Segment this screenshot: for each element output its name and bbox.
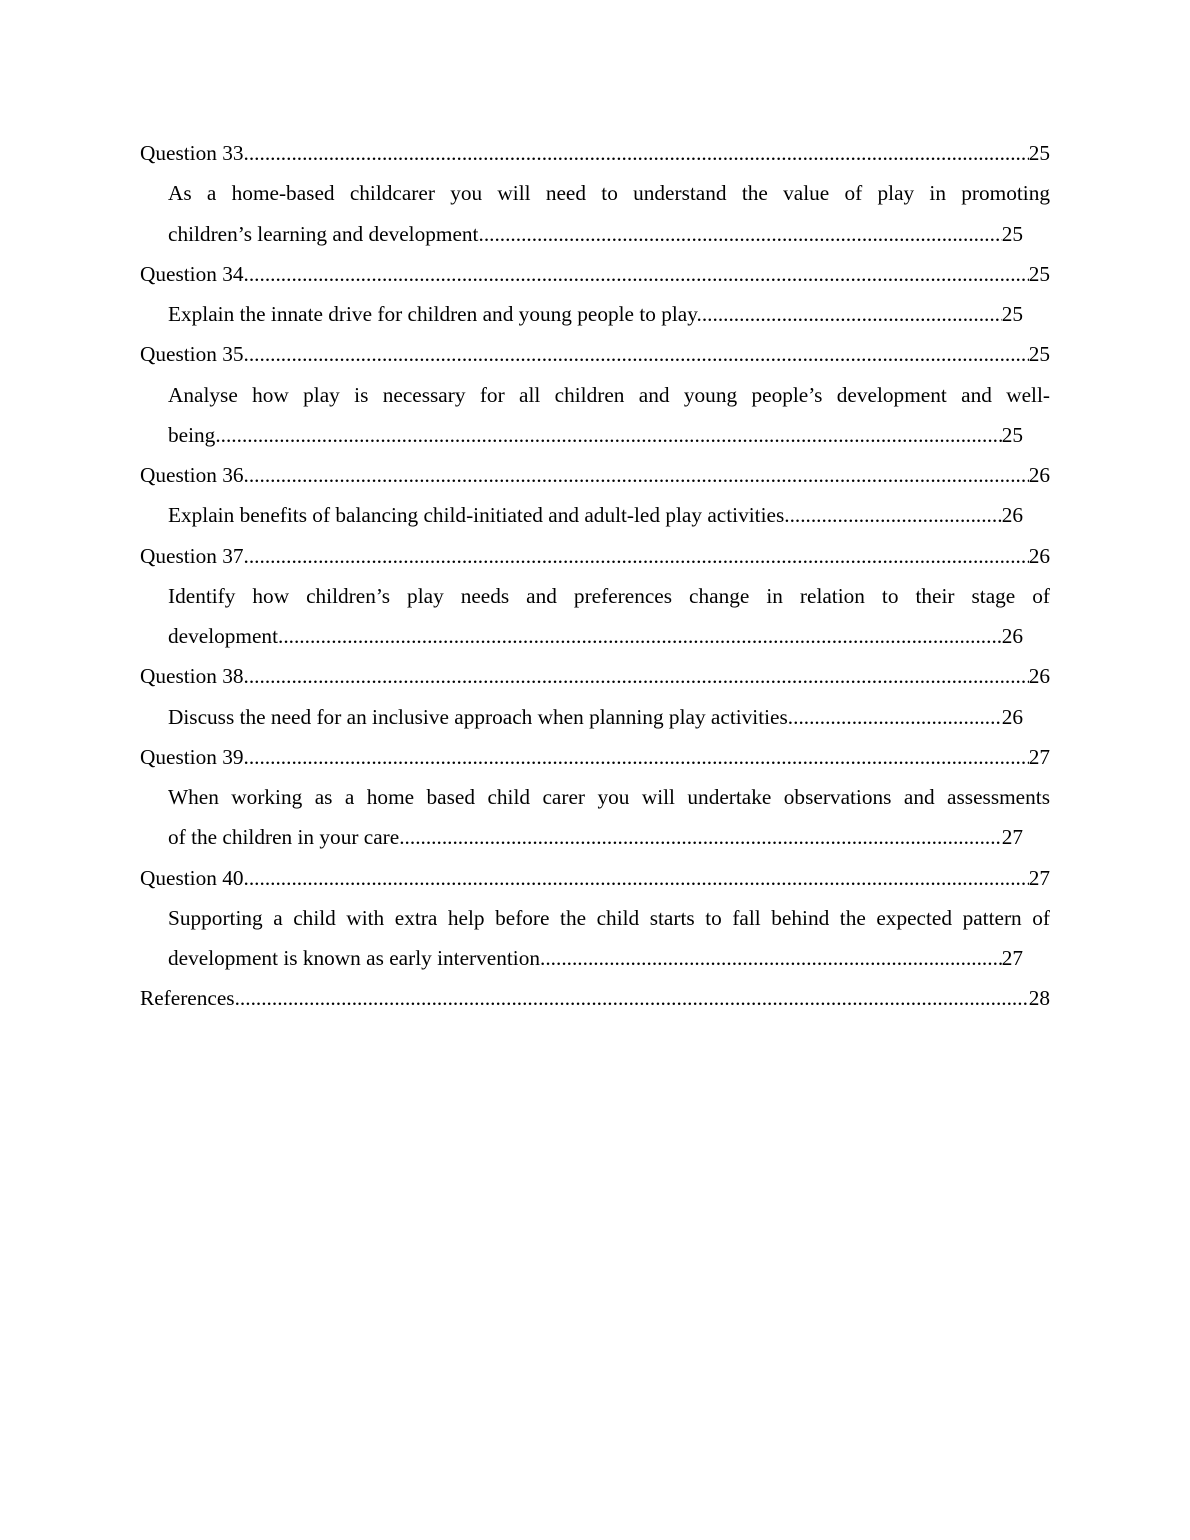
dot-leader — [405, 817, 1002, 857]
toc-entry-title: Explain benefits of balancing child-initiated and adult-led play activities. — [168, 503, 790, 528]
toc-entry-title-line: Supporting a child with extra help before the child starts to fall behind the expected pattern of — [168, 905, 1050, 930]
dot-leader — [244, 254, 1029, 294]
toc-entry-title: development is known as early intervention. — [168, 946, 546, 970]
toc-entry-title: development. — [168, 624, 284, 648]
dot-leader — [545, 938, 1001, 978]
dot-leader — [790, 495, 1002, 535]
toc-entry-title: Discuss the need for an inclusive approach when planning play activities. — [168, 704, 794, 729]
dot-leader — [793, 697, 1002, 737]
toc-entry-question-37[interactable] — [140, 536, 1050, 576]
toc-entry-question-40[interactable] — [140, 858, 1050, 898]
dot-leader — [244, 455, 1029, 495]
toc-entry-title: Question 34 — [140, 261, 244, 286]
toc-page-number: 25 — [1028, 342, 1050, 367]
dot-leader — [283, 616, 1001, 656]
toc-entry-title-line: Identify how children’s play needs and preferences change in relation to their stage of — [168, 583, 1050, 608]
dot-leader — [235, 978, 1029, 1018]
toc-page-number: 27 — [1028, 744, 1050, 769]
toc-entry-title: Question 39 — [140, 744, 244, 769]
toc-page-number: 27 — [1001, 946, 1023, 970]
toc-page-number: 25 — [1001, 422, 1023, 447]
toc-subentry-observations[interactable] — [140, 817, 1050, 857]
toc-entry-title-line: Analyse how play is necessary for all children and young people’s development and well- — [168, 382, 1050, 407]
toc-subentry-balancing-play[interactable] — [140, 495, 1050, 535]
toc-subentry-value-of-play[interactable] — [140, 214, 1050, 254]
toc-subentry-play-needs[interactable] — [140, 616, 1050, 656]
toc-subentry-early-intervention[interactable] — [140, 938, 1050, 978]
toc-entry-question-38[interactable] — [140, 656, 1050, 696]
toc-entry-title: of the children in your care. — [168, 825, 405, 850]
toc-page-number: 25 — [1001, 302, 1023, 326]
toc-entry-title: being. — [168, 422, 221, 447]
toc-page-number: 26 — [1001, 704, 1023, 729]
toc-entry-title: Question 38 — [140, 664, 244, 689]
toc-page-number: 25 — [1028, 261, 1050, 286]
toc-entry-question-35[interactable] — [140, 334, 1050, 374]
toc-entry-question-36[interactable] — [140, 455, 1050, 495]
toc-page-number: 26 — [1028, 543, 1050, 568]
toc-page-number: 25 — [1028, 141, 1050, 165]
toc-page-number: 26 — [1001, 624, 1023, 648]
toc-entry-title-line: When working as a home based child carer you will undertake observations and assessments — [168, 785, 1050, 809]
dot-leader — [244, 737, 1029, 777]
toc-entry-question-33[interactable] — [140, 133, 1050, 173]
toc-entry-title-line: As a home-based childcarer you will need to understand the value of play in promoting — [168, 181, 1050, 206]
toc-page-number: 28 — [1028, 986, 1050, 1011]
toc-page-number: 26 — [1028, 664, 1050, 689]
toc-entry-title: References — [140, 986, 235, 1011]
toc-entry-references[interactable] — [140, 978, 1050, 1018]
dot-leader — [244, 334, 1029, 374]
toc-subentry-innate-drive[interactable] — [140, 294, 1050, 334]
toc-subentry-inclusive-approach[interactable] — [140, 697, 1050, 737]
toc-entry-title: Explain the innate drive for children and young people to play. — [168, 302, 702, 326]
toc-subentry-play-necessary[interactable] — [140, 415, 1050, 455]
toc-entry-title: Question 40 — [140, 865, 244, 890]
dot-leader — [244, 133, 1029, 173]
toc-entry-title: children’s learning and development. — [168, 221, 484, 246]
dot-leader — [244, 656, 1029, 696]
toc-entry-question-39[interactable] — [140, 737, 1050, 777]
toc-entry-question-34[interactable] — [140, 254, 1050, 294]
dot-leader — [702, 294, 1002, 334]
toc-page-number: 27 — [1001, 825, 1023, 850]
toc-page-number: 26 — [1028, 463, 1050, 487]
table-of-contents — [140, 133, 1050, 1019]
dot-leader — [244, 536, 1029, 576]
toc-page-number: 27 — [1028, 865, 1050, 890]
toc-entry-title: Question 35 — [140, 342, 244, 367]
toc-entry-title: Question 33 — [140, 141, 244, 165]
toc-entry-title: Question 37 — [140, 543, 244, 568]
dot-leader — [221, 415, 1002, 455]
toc-page-number: 26 — [1001, 503, 1023, 528]
toc-entry-title: Question 36 — [140, 463, 244, 487]
toc-page-number: 25 — [1001, 221, 1023, 246]
dot-leader — [244, 858, 1029, 898]
dot-leader — [484, 214, 1002, 254]
